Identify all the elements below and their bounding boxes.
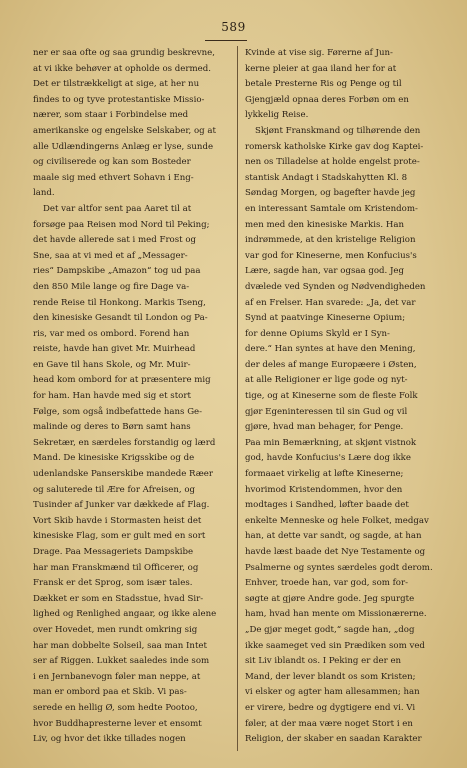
column-divider	[237, 46, 238, 751]
text-line: Søndag Morgen, og bagefter havde jeg	[245, 188, 416, 199]
text-line: ham, hvad han mente om Missionærerne.	[245, 609, 427, 620]
text-line: dere.“ Han syntes at have den Mening,	[245, 344, 416, 355]
text-line: Liv, og hvor det ikke tillades nogen	[33, 734, 186, 745]
text-line: det havde allerede sat i med Frost og	[33, 235, 197, 246]
text-line: men med den kinesiske Markis. Han	[245, 219, 405, 230]
text-line: Skjønt Franskmand og tilhørende den	[255, 125, 421, 136]
text-line: gjøre, hvad man behager, for Penge.	[245, 422, 404, 433]
text-line: ris, var med os ombord. Forend han	[33, 328, 190, 339]
text-line: ser af Riggen. Lukket saaledes inde som	[33, 656, 210, 667]
text-line: i en Jernbanevogn føler man neppe, at	[33, 671, 201, 682]
text-line: han, at dette var sandt, og sagde, at han	[245, 531, 422, 542]
text-line: rende Reise til Honkong. Markis Tseng,	[33, 297, 206, 308]
text-line: er virere, bedre og dygtigere end vi. Vi	[245, 702, 416, 713]
text-line: over Hovedet, men rundt omkring sig	[33, 624, 198, 635]
text-line: at vi ikke behøver at opholde os dermed.	[33, 63, 211, 74]
text-line: føler, at der maa være noget Stort i en	[245, 718, 413, 729]
right-column	[245, 46, 445, 748]
text-line: ries“ Dampskibe „Amazon“ tog ud paa	[33, 266, 201, 277]
text-line: at alle Religioner er lige gode og nyt-	[245, 375, 408, 386]
text-line: hvor Buddhapresterne lever et ensomt	[33, 718, 202, 729]
text-line: Synd at paatvinge Kineserne Opium;	[245, 313, 406, 324]
text-line: Paa min Bemærkning, at skjønt vistnok	[245, 437, 417, 448]
text-line: og civiliserede og kan som Bosteder	[33, 157, 191, 168]
text-line: malinde og deres to Børn samt hans	[33, 422, 191, 433]
text-line: Mand. De kinesiske Krigsskibe og de	[33, 453, 195, 464]
text-line: den kinesiske Gesandt til London og Pa-	[33, 313, 208, 324]
text-line: for denne Opiums Skyld er I Syn-	[245, 328, 390, 339]
header-rule	[205, 40, 247, 41]
text-line: af en Frelser. Han svarede: „Ja, det var	[245, 297, 416, 308]
text-line: ner er saa ofte og saa grundig beskrevne,	[33, 48, 215, 58]
text-line: har man dobbelte Solseil, saa man Intet	[33, 640, 207, 651]
text-line: havde læst baade det Nye Testamente og	[245, 547, 426, 557]
text-line: forsøge paa Reisen mod Nord til Peking;	[33, 219, 210, 230]
text-line: maale sig med ethvert Sohavn i Eng-	[33, 172, 194, 183]
text-line: land.	[33, 188, 55, 199]
text-line: og saluterede til Ære for Afreisen, og	[33, 484, 196, 495]
text-line: der deles af mange Europæere i Østen,	[245, 359, 417, 370]
text-line: stantisk Andagt i Stadskahytten Kl. 8	[245, 172, 408, 183]
text-line: Lære, sagde han, var ogsaa god. Jeg	[245, 266, 405, 277]
text-line: var god for Kineserne, men Konfucius's	[245, 250, 417, 261]
text-line: Gjengjæld opnaa deres Forbøn om en	[245, 94, 409, 105]
text-line: enkelte Menneske og hele Folket, medgav	[245, 515, 429, 526]
text-line: gjør Egeninteressen til sin Gud og vil	[245, 406, 408, 417]
text-line: den 850 Mile lange og fire Dage va-	[33, 281, 190, 292]
text-line: ikke saameget ved sin Prædiken som ved	[245, 640, 425, 651]
left-column	[33, 46, 232, 748]
text-line: hvorimod Kristendommen, hvor den	[245, 484, 403, 495]
text-line: head kom ombord for at præsentere mig	[33, 375, 211, 386]
text-line: Det var altfor sent paa Aaret til at	[43, 203, 192, 214]
text-line: Vort Skib havde i Stormasten heist det	[33, 515, 202, 526]
text-line: god, havde Konfucius's Lære dog ikke	[245, 453, 411, 464]
text-line: Det er tilstrækkeligt at sige, at her nu	[33, 79, 200, 90]
text-line: betale Presterne Ris og Penge og til	[245, 79, 402, 90]
text-line: Enhver, troede han, var god, som for-	[245, 578, 408, 589]
text-line: nærer, som staar i Forbindelse med	[33, 110, 189, 121]
text-line: reiste, havde han givet Mr. Muirhead	[33, 344, 196, 355]
text-line: tige, og at Kineserne som de fleste Folk	[245, 391, 418, 402]
text-line: har man Franskmænd til Officerer, og	[33, 562, 199, 573]
text-line: Religion, der skaber en saadan Karakter	[245, 734, 422, 745]
page-number: 589	[221, 20, 246, 34]
text-line: Fransk er det Sprog, som især tales.	[33, 578, 193, 589]
text-line: Mand, der lever blandt os som Kristen;	[245, 671, 416, 682]
text-line: serede en hellig Ø, som hedte Pootoo,	[33, 702, 198, 713]
text-line: amerikanske og engelske Selskaber, og at	[33, 125, 216, 136]
text-line: for ham. Han havde med sig et stort	[33, 391, 191, 402]
text-line: findes to og tyve protestantiske Missio-	[33, 94, 205, 105]
text-line: „De gjør meget godt,“ sagde han, „dog	[245, 624, 415, 635]
text-line: nen os Tilladelse at holde engelst prote-	[245, 157, 420, 168]
text-line: Tusinder af Junker var dækkede af Flag.	[33, 500, 210, 511]
text-line: Sekretær, en særdeles forstandig og lærd	[33, 437, 216, 448]
text-line: søgte at gjøre Andre gode. Jeg spurgte	[245, 593, 415, 604]
text-line: Kvinde at vise sig. Førerne af Jun-	[245, 48, 393, 58]
text-line: dvælede ved Synden og Nødvendigheden	[245, 281, 426, 292]
text-line: en Gave til hans Skole, og Mr. Muir-	[33, 359, 191, 370]
text-line: lighed og Renlighed angaar, og ikke alene	[33, 609, 217, 620]
text-line: indrømmede, at den kristelige Religion	[245, 235, 416, 246]
text-line: Følge, som også indbefattede hans Ge-	[33, 406, 203, 417]
text-line: modtages i Sandhed, løfter baade det	[245, 500, 409, 511]
text-line: alle Udlændingerns Anlæg er lyse, sunde	[33, 141, 214, 152]
text-line: romersk katholske Kirke gav dog Kaptei-	[245, 141, 424, 152]
text-line: Psalmerne og syntes særdeles godt derom.	[245, 562, 433, 573]
text-line: Drage. Paa Messageriets Dampskibe	[33, 547, 194, 557]
text-line: kinesiske Flag, som er gult med en sort	[33, 531, 206, 542]
text-line: formaaet virkelig at løfte Kineserne;	[245, 469, 404, 480]
text-line: sit Liv iblandt os. I Peking er der en	[245, 656, 402, 667]
text-line: Dækket er som en Stadsstue, hvad Sir-	[33, 593, 204, 604]
text-line: udenlandske Panserskibe mandede Ræer	[33, 469, 213, 480]
text-line: man er ombord paa et Skib. Vi pas-	[33, 687, 187, 698]
text-line: en interessant Samtale om Kristendom-	[245, 203, 418, 214]
text-line: kerne pleier at gaa iland her for at	[245, 63, 397, 74]
text-line: lykkelig Reise.	[245, 110, 309, 121]
text-line: vi elsker og agter ham allesammen; han	[245, 687, 420, 698]
text-line: Sne, saa at vi med et af „Messager-	[33, 250, 188, 261]
